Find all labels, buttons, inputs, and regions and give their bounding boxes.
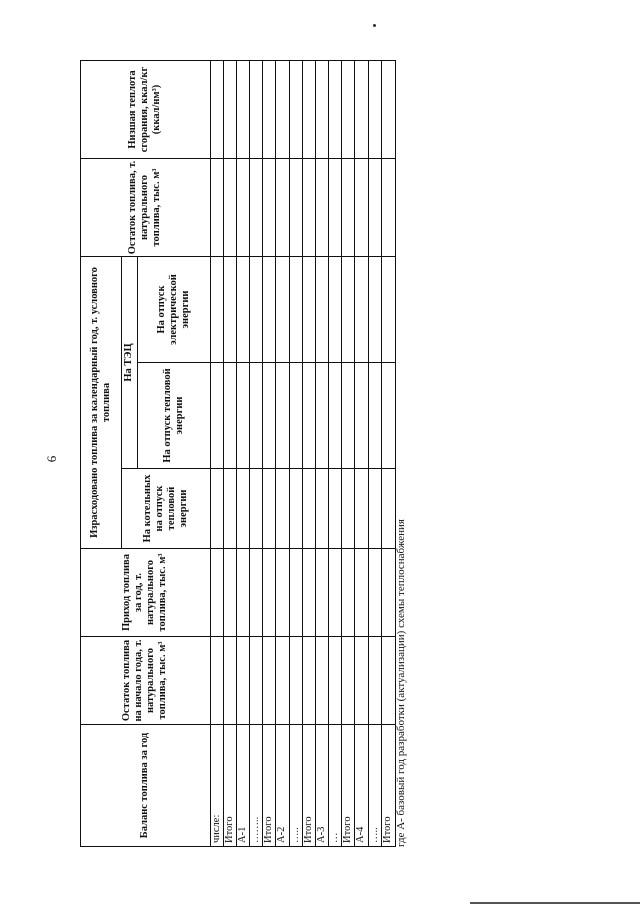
header-remaining: Остаток топлива, т. натурального топлива, тыс. м³ bbox=[81, 159, 211, 257]
header-chp: На ТЭЦ bbox=[121, 257, 137, 469]
page-number: 6 bbox=[44, 455, 59, 463]
header-heat-value: Низшая теплота сгорания, ккал/кг (ккал/нм³) bbox=[81, 61, 211, 159]
table-row: А-4 bbox=[355, 61, 368, 847]
fuel-balance-table bbox=[80, 60, 396, 847]
table-row: Итого bbox=[342, 61, 355, 847]
header-boilers: На котельных на отпуск тепловой энергии bbox=[121, 469, 210, 549]
header-chp-power: На отпуск электрической энергии bbox=[137, 257, 210, 363]
scan-speck bbox=[373, 24, 376, 27]
table-row: Итого bbox=[381, 61, 395, 847]
scan-edge bbox=[470, 902, 640, 904]
table-row: …….. bbox=[250, 61, 263, 847]
table-row: Итого bbox=[263, 61, 276, 847]
header-income: Приход топлива за год, т. натурального топлива, тыс. м³ bbox=[81, 549, 211, 637]
fuel-balance-table-container bbox=[80, 61, 396, 847]
table-row: Итого bbox=[302, 61, 315, 847]
table-row: ….. bbox=[368, 61, 381, 847]
table-row: А-1 bbox=[236, 61, 249, 847]
footnote: где А- базовый год разработки (актуализации) схемы теплоснабжения bbox=[395, 519, 407, 847]
table-row: … bbox=[329, 61, 342, 847]
table-row: числе: bbox=[210, 61, 223, 847]
header-start-stock: Остаток топлива на начало года, т. натурального топлива, тыс. м³ bbox=[81, 637, 211, 725]
table-row: Итого bbox=[223, 61, 236, 847]
table-row: ….. bbox=[289, 61, 302, 847]
table-row: А-2 bbox=[276, 61, 289, 847]
header-consumed: Израсходовано топлива за календарный год, т. условного топлива bbox=[81, 257, 122, 549]
header-balance: Баланс топлива за год bbox=[81, 725, 211, 847]
header-chp-heat: На отпуск тепловой энергии bbox=[137, 363, 210, 469]
table-row: А-3 bbox=[315, 61, 328, 847]
